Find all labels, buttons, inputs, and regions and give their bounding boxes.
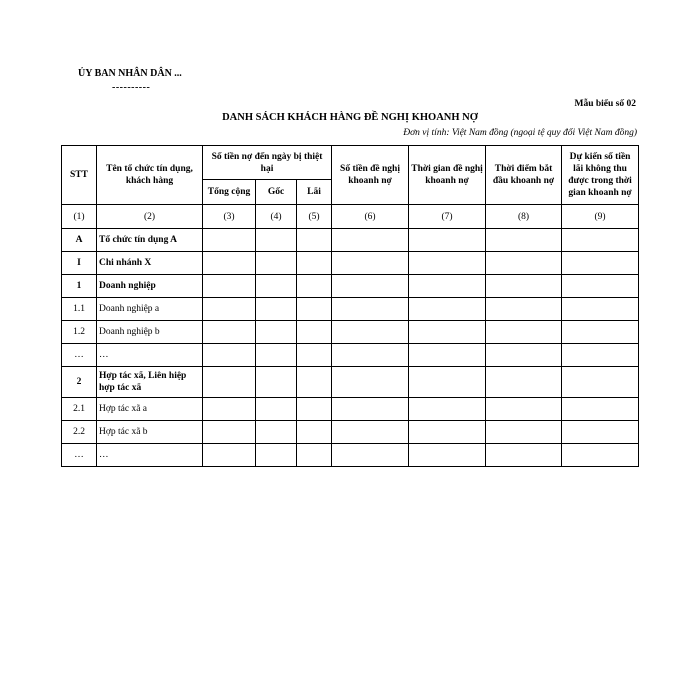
- row-stt: …: [62, 344, 97, 367]
- row-stt: 2.1: [62, 398, 97, 421]
- row-name: Hợp tác xã, Liên hiệp hợp tác xã: [97, 367, 203, 398]
- table-row: [62, 444, 639, 467]
- row-name: Tổ chức tín dụng A: [97, 229, 203, 252]
- col-header-principal: Gốc: [256, 180, 297, 205]
- row-stt: 2.2: [62, 421, 97, 444]
- customer-debt-table: [61, 145, 639, 467]
- row-stt: 1.2: [62, 321, 97, 344]
- table-row: [62, 321, 639, 344]
- col-header-stt: STT: [62, 146, 97, 205]
- col-header-start-time: Thời điểm bắt đầu khoanh nợ: [486, 146, 562, 205]
- col-header-name: Tên tổ chức tín dụng, khách hàng: [97, 146, 203, 205]
- row-stt: 1: [62, 275, 97, 298]
- table-row: [62, 275, 639, 298]
- table-row: [62, 298, 639, 321]
- column-index: (2): [97, 205, 203, 229]
- row-name: Hợp tác xã a: [97, 398, 203, 421]
- row-name: …: [97, 444, 203, 467]
- row-stt: 1.1: [62, 298, 97, 321]
- document-title: DANH SÁCH KHÁCH HÀNG ĐỀ NGHỊ KHOANH NỢ: [222, 112, 478, 123]
- column-index: (5): [297, 205, 332, 229]
- table-row: [62, 229, 639, 252]
- table-row: [62, 344, 639, 367]
- column-index: (9): [562, 205, 639, 229]
- row-name: Hợp tác xã b: [97, 421, 203, 444]
- column-index: (6): [332, 205, 409, 229]
- row-name: Doanh nghiệp: [97, 275, 203, 298]
- separator-dashes: ----------: [112, 82, 151, 93]
- row-stt: I: [62, 252, 97, 275]
- table-row: [62, 252, 639, 275]
- col-header-proposed-amount: Số tiền đề nghị khoanh nợ: [332, 146, 409, 205]
- row-name: Doanh nghiệp a: [97, 298, 203, 321]
- row-stt: …: [62, 444, 97, 467]
- column-index: (7): [409, 205, 486, 229]
- table-row: [62, 398, 639, 421]
- col-header-total: Tổng cộng: [203, 180, 256, 205]
- col-header-debt-group: Số tiền nợ đến ngày bị thiệt hại: [203, 146, 332, 180]
- unit-note: Đơn vị tính: Việt Nam đồng (ngoại tệ quy đổi Việt Nam đồng): [403, 128, 637, 138]
- row-stt: A: [62, 229, 97, 252]
- issuing-authority: ỦY BAN NHÂN DÂN ...: [78, 68, 182, 79]
- table-row: [62, 421, 639, 444]
- column-index: (8): [486, 205, 562, 229]
- column-index-row: [62, 205, 639, 229]
- row-name: Doanh nghiệp b: [97, 321, 203, 344]
- table-row: [62, 367, 639, 398]
- column-index: (3): [203, 205, 256, 229]
- row-name: …: [97, 344, 203, 367]
- column-index: (1): [62, 205, 97, 229]
- row-name: Chi nhánh X: [97, 252, 203, 275]
- col-header-expected-interest: Dự kiến số tiền lãi không thu được trong thời gian khoanh nợ: [562, 146, 639, 205]
- row-stt: 2: [62, 367, 97, 398]
- form-number: Mẫu biểu số 02: [574, 99, 636, 109]
- column-index: (4): [256, 205, 297, 229]
- col-header-proposed-period: Thời gian đề nghị khoanh nợ: [409, 146, 486, 205]
- col-header-interest: Lãi: [297, 180, 332, 205]
